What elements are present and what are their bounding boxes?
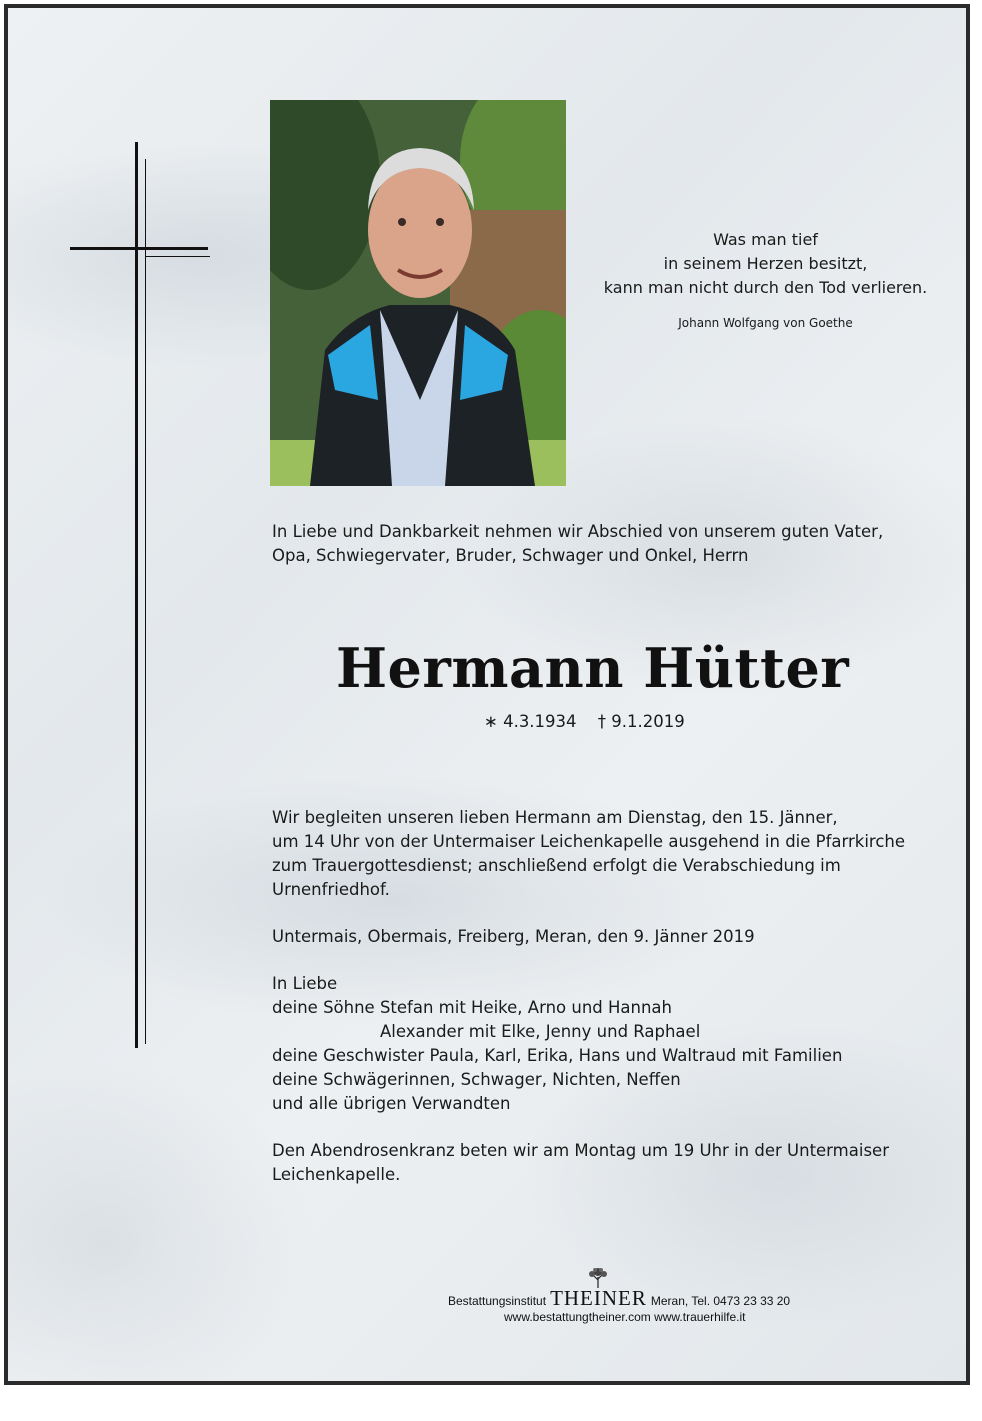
footer-websites: www.bestattungtheiner.com www.trauerhilfe.it — [504, 1310, 746, 1324]
footer-prefix: Bestattungsinstitut — [448, 1294, 547, 1308]
place-date: Untermais, Obermais, Freiberg, Meran, den 9. Jänner 2019 — [272, 927, 755, 946]
mourners-line: deine Schwägerinnen, Schwager, Nichten, Neffen — [272, 1070, 681, 1089]
funeral-paragraph — [272, 806, 932, 902]
quote-text — [593, 228, 938, 300]
tree-logo-icon — [584, 1268, 612, 1288]
footer-phone: Meran, Tel. 0473 23 33 20 — [650, 1294, 791, 1308]
quote-line: Was man tief — [713, 230, 818, 249]
quote-block — [593, 228, 938, 330]
funeral-line: Wir begleiten unseren lieben Hermann am Dienstag, den 15. Jänner, — [272, 808, 838, 827]
cross-vertical-line — [145, 159, 146, 1044]
funeral-home-brand: THEINER — [550, 1286, 647, 1310]
rosary-paragraph — [272, 1139, 932, 1187]
mourners-line: deine Geschwister Paula, Karl, Erika, Hans und Waltraud mit Familien — [272, 1046, 843, 1065]
portrait-photo — [270, 100, 566, 486]
cross-vertical-bar — [135, 142, 138, 1048]
rosary-line: Leichenkapelle. — [272, 1165, 401, 1184]
quote-author: Johann Wolfgang von Goethe — [678, 316, 853, 330]
intro-line: Opa, Schwiegervater, Bruder, Schwager und Onkel, Herrn — [272, 546, 749, 565]
intro-text — [272, 520, 912, 568]
life-dates — [484, 712, 701, 731]
funeral-home-logo — [550, 1288, 647, 1308]
birth-date: ∗ 4.3.1934 — [484, 712, 577, 731]
announcement-body — [272, 806, 932, 1210]
funeral-line: Urnenfriedhof. — [272, 880, 390, 899]
death-date: † 9.1.2019 — [597, 712, 685, 731]
footer-contact-row — [448, 1288, 828, 1308]
intro-line: In Liebe und Dankbarkeit nehmen wir Abschied von unserem guten Vater, — [272, 522, 884, 541]
mourners-line: In Liebe — [272, 974, 338, 993]
funeral-line: um 14 Uhr von der Untermaiser Leichenkapelle ausgehend in die Pfarrkirche — [272, 832, 906, 851]
quote-line: in seinem Herzen besitzt, — [663, 254, 868, 273]
rosary-line: Den Abendrosenkranz beten wir am Montag um 19 Uhr in der Untermaiser — [272, 1141, 889, 1160]
funeral-home-footer — [448, 1288, 828, 1324]
deceased-name: Hermann Hütter — [336, 636, 850, 700]
quote-line: kann man nicht durch den Tod verlieren. — [603, 278, 928, 297]
mourners-line: und alle übrigen Verwandten — [272, 1094, 511, 1113]
mourners-paragraph — [272, 972, 932, 1116]
funeral-line: zum Trauergottesdienst; anschließend erfolgt die Verabschiedung im — [272, 856, 841, 875]
obituary-sheet — [4, 4, 970, 1385]
mourners-line: deine Söhne Stefan mit Heike, Arno und Hannah — [272, 998, 672, 1017]
portrait-illustration — [270, 100, 566, 486]
mourners-line: Alexander mit Elke, Jenny und Raphael — [380, 1022, 701, 1041]
cross-horizontal-line — [145, 256, 210, 257]
cross-horizontal-bar — [70, 247, 208, 250]
